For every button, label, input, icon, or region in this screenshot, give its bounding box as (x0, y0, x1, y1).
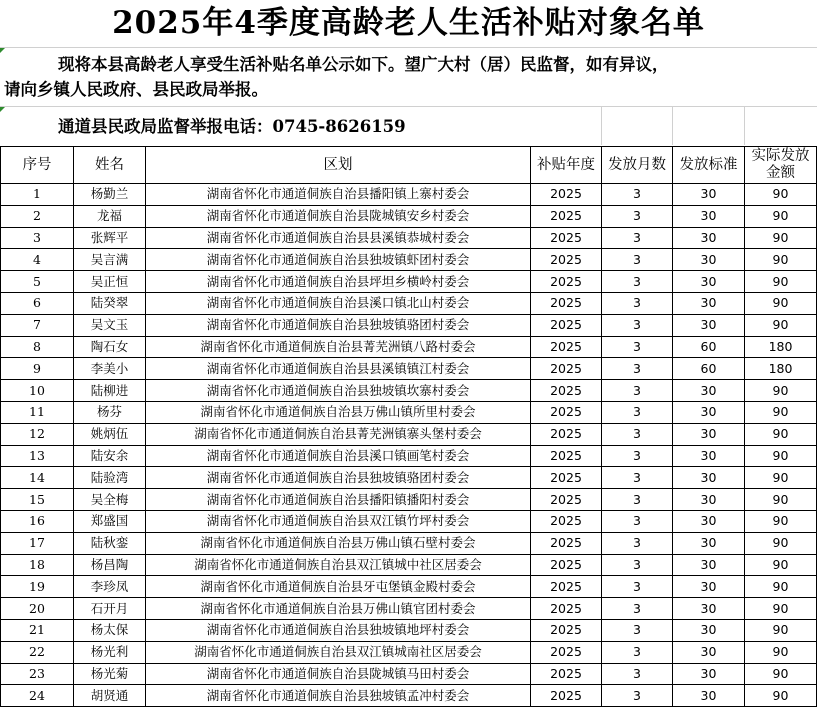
cell-standard: 30 (673, 445, 745, 467)
cell-region: 湖南省怀化市通道侗族自治县独坡镇骆团村委会 (146, 314, 531, 336)
header-no: 序号 (1, 147, 74, 184)
cell-amount: 90 (745, 576, 817, 598)
table-row (1, 554, 817, 576)
cell-year: 2025 (531, 292, 602, 314)
cell-no: 9 (1, 358, 74, 380)
cell-year: 2025 (531, 380, 602, 402)
cell-name: 李美小 (74, 358, 146, 380)
cell-no: 18 (1, 554, 74, 576)
cell-standard: 30 (673, 227, 745, 249)
cell-amount: 90 (745, 205, 817, 227)
cell-year: 2025 (531, 598, 602, 620)
cell-months: 3 (602, 685, 673, 707)
cell-year: 2025 (531, 663, 602, 685)
cell-name: 陆柳进 (74, 380, 146, 402)
cell-no: 12 (1, 423, 74, 445)
cell-amount: 90 (745, 489, 817, 511)
cell-no: 15 (1, 489, 74, 511)
cell-comment-marker (0, 107, 5, 112)
cell-name: 杨勤兰 (74, 184, 146, 206)
cell-amount: 90 (745, 184, 817, 206)
cell-standard: 30 (673, 576, 745, 598)
cell-name: 张辉平 (74, 227, 146, 249)
cell-region: 湖南省怀化市通道侗族自治县双江镇城中社区居委会 (146, 554, 531, 576)
cell-region: 湖南省怀化市通道侗族自治县独坡镇孟冲村委会 (146, 685, 531, 707)
grid-divider (0, 106, 817, 107)
cell-months: 3 (602, 249, 673, 271)
cell-region: 湖南省怀化市通道侗族自治县万佛山镇所里村委会 (146, 401, 531, 423)
grid-divider (0, 47, 817, 48)
cell-region: 湖南省怀化市通道侗族自治县坪坦乡横岭村委会 (146, 271, 531, 293)
cell-amount: 90 (745, 380, 817, 402)
cell-year: 2025 (531, 554, 602, 576)
cell-no: 7 (1, 314, 74, 336)
cell-no: 5 (1, 271, 74, 293)
cell-months: 3 (602, 336, 673, 358)
table-row (1, 467, 817, 489)
cell-name: 吴全梅 (74, 489, 146, 511)
cell-region: 湖南省怀化市通道侗族自治县牙屯堡镇金殿村委会 (146, 576, 531, 598)
cell-amount: 90 (745, 467, 817, 489)
notice-line-2: 请向乡镇人民政府、县民政局举报。 (4, 80, 268, 99)
cell-year: 2025 (531, 358, 602, 380)
cell-region: 湖南省怀化市通道侗族自治县县溪镇恭城村委会 (146, 227, 531, 249)
cell-name: 姚炳伍 (74, 423, 146, 445)
cell-no: 6 (1, 292, 74, 314)
cell-year: 2025 (531, 445, 602, 467)
table-row (1, 641, 817, 663)
cell-amount: 90 (745, 663, 817, 685)
cell-year: 2025 (531, 423, 602, 445)
cell-year: 2025 (531, 271, 602, 293)
table-row (1, 576, 817, 598)
header-months: 发放月数 (602, 147, 673, 184)
cell-region: 湖南省怀化市通道侗族自治县播阳镇上寨村委会 (146, 184, 531, 206)
table-row (1, 489, 817, 511)
cell-months: 3 (602, 576, 673, 598)
cell-amount: 180 (745, 336, 817, 358)
cell-year: 2025 (531, 641, 602, 663)
subsidy-recipients-table (0, 146, 817, 707)
cell-year: 2025 (531, 227, 602, 249)
page-title: 2025年4季度高龄老人生活补贴对象名单 (112, 5, 705, 41)
cell-amount: 90 (745, 532, 817, 554)
cell-amount: 90 (745, 685, 817, 707)
notice-text (4, 52, 814, 102)
cell-name: 吴言满 (74, 249, 146, 271)
table-row (1, 685, 817, 707)
cell-standard: 30 (673, 314, 745, 336)
header-name: 姓名 (74, 147, 146, 184)
table-row (1, 249, 817, 271)
cell-year: 2025 (531, 489, 602, 511)
grid-divider (744, 107, 745, 145)
cell-year: 2025 (531, 619, 602, 641)
cell-standard: 60 (673, 358, 745, 380)
table-row (1, 292, 817, 314)
cell-months: 3 (602, 205, 673, 227)
cell-region: 湖南省怀化市通道侗族自治县独坡镇虾团村委会 (146, 249, 531, 271)
cell-region: 湖南省怀化市通道侗族自治县县溪镇镇江村委会 (146, 358, 531, 380)
cell-no: 4 (1, 249, 74, 271)
cell-months: 3 (602, 184, 673, 206)
cell-standard: 30 (673, 663, 745, 685)
cell-standard: 30 (673, 510, 745, 532)
cell-no: 13 (1, 445, 74, 467)
cell-year: 2025 (531, 336, 602, 358)
cell-name: 杨昌陶 (74, 554, 146, 576)
cell-name: 陆秋銮 (74, 532, 146, 554)
cell-no: 19 (1, 576, 74, 598)
cell-months: 3 (602, 271, 673, 293)
cell-amount: 90 (745, 249, 817, 271)
cell-standard: 30 (673, 205, 745, 227)
table-row (1, 532, 817, 554)
cell-standard: 30 (673, 554, 745, 576)
cell-months: 3 (602, 489, 673, 511)
cell-year: 2025 (531, 314, 602, 336)
cell-no: 22 (1, 641, 74, 663)
cell-year: 2025 (531, 685, 602, 707)
cell-region: 湖南省怀化市通道侗族自治县双江镇竹坪村委会 (146, 510, 531, 532)
notice-line-1: 现将本县高龄老人享受生活补贴名单公示如下。望广大村（居）民监督，如有异议， (58, 55, 669, 74)
cell-year: 2025 (531, 467, 602, 489)
table-row (1, 271, 817, 293)
cell-standard: 30 (673, 489, 745, 511)
cell-standard: 30 (673, 249, 745, 271)
cell-region: 湖南省怀化市通道侗族自治县菁芜洲镇寨头堡村委会 (146, 423, 531, 445)
cell-standard: 30 (673, 685, 745, 707)
cell-months: 3 (602, 641, 673, 663)
cell-name: 陆癸翠 (74, 292, 146, 314)
cell-amount: 90 (745, 271, 817, 293)
cell-amount: 90 (745, 423, 817, 445)
cell-no: 10 (1, 380, 74, 402)
grid-divider (672, 107, 673, 145)
cell-name: 杨光利 (74, 641, 146, 663)
cell-standard: 30 (673, 598, 745, 620)
cell-standard: 60 (673, 336, 745, 358)
cell-standard: 30 (673, 423, 745, 445)
cell-no: 16 (1, 510, 74, 532)
cell-months: 3 (602, 467, 673, 489)
cell-months: 3 (602, 314, 673, 336)
table-row (1, 314, 817, 336)
cell-name: 胡贤通 (74, 685, 146, 707)
cell-amount: 90 (745, 401, 817, 423)
cell-region: 湖南省怀化市通道侗族自治县独坡镇坎寨村委会 (146, 380, 531, 402)
cell-months: 3 (602, 554, 673, 576)
table-row (1, 336, 817, 358)
cell-year: 2025 (531, 532, 602, 554)
cell-months: 3 (602, 227, 673, 249)
cell-months: 3 (602, 598, 673, 620)
table-row (1, 423, 817, 445)
cell-region: 湖南省怀化市通道侗族自治县万佛山镇官团村委会 (146, 598, 531, 620)
cell-amount: 180 (745, 358, 817, 380)
table-row (1, 205, 817, 227)
cell-no: 24 (1, 685, 74, 707)
table-header-row (1, 147, 817, 184)
cell-region: 湖南省怀化市通道侗族自治县万佛山镇石壁村委会 (146, 532, 531, 554)
cell-name: 郑盛国 (74, 510, 146, 532)
header-standard: 发放标准 (673, 147, 745, 184)
cell-amount: 90 (745, 510, 817, 532)
table-row (1, 663, 817, 685)
cell-region: 湖南省怀化市通道侗族自治县陇城镇安乡村委会 (146, 205, 531, 227)
table-row (1, 227, 817, 249)
cell-region: 湖南省怀化市通道侗族自治县播阳镇播阳村委会 (146, 489, 531, 511)
cell-year: 2025 (531, 249, 602, 271)
cell-standard: 30 (673, 641, 745, 663)
cell-amount: 90 (745, 554, 817, 576)
cell-name: 陆安余 (74, 445, 146, 467)
cell-name: 吴正恒 (74, 271, 146, 293)
cell-name: 陶石女 (74, 336, 146, 358)
cell-year: 2025 (531, 576, 602, 598)
cell-no: 21 (1, 619, 74, 641)
cell-year: 2025 (531, 205, 602, 227)
cell-months: 3 (602, 423, 673, 445)
cell-year: 2025 (531, 401, 602, 423)
cell-region: 湖南省怀化市通道侗族自治县菁芜洲镇八路村委会 (146, 336, 531, 358)
cell-amount: 90 (745, 598, 817, 620)
table-row (1, 619, 817, 641)
cell-months: 3 (602, 619, 673, 641)
cell-standard: 30 (673, 619, 745, 641)
cell-standard: 30 (673, 271, 745, 293)
cell-months: 3 (602, 532, 673, 554)
cell-amount: 90 (745, 292, 817, 314)
cell-months: 3 (602, 663, 673, 685)
header-amount: 实际发放金额 (745, 147, 817, 184)
cell-name: 杨太保 (74, 619, 146, 641)
cell-region: 湖南省怀化市通道侗族自治县独坡镇地坪村委会 (146, 619, 531, 641)
cell-region: 湖南省怀化市通道侗族自治县陇城镇马田村委会 (146, 663, 531, 685)
cell-standard: 30 (673, 184, 745, 206)
cell-no: 20 (1, 598, 74, 620)
cell-name: 龙福 (74, 205, 146, 227)
cell-months: 3 (602, 445, 673, 467)
cell-region: 湖南省怀化市通道侗族自治县独坡镇骆团村委会 (146, 467, 531, 489)
cell-no: 17 (1, 532, 74, 554)
cell-region: 湖南省怀化市通道侗族自治县溪口镇画笔村委会 (146, 445, 531, 467)
cell-months: 3 (602, 292, 673, 314)
table-row (1, 401, 817, 423)
table-row (1, 445, 817, 467)
table-row (1, 598, 817, 620)
cell-name: 李珍凤 (74, 576, 146, 598)
cell-region: 湖南省怀化市通道侗族自治县溪口镇北山村委会 (146, 292, 531, 314)
cell-name: 陆验湾 (74, 467, 146, 489)
cell-months: 3 (602, 358, 673, 380)
table-row (1, 380, 817, 402)
hotline-text: 通道县民政局监督举报电话：0745-8626159 (58, 117, 406, 136)
table-row (1, 358, 817, 380)
cell-name: 杨光菊 (74, 663, 146, 685)
cell-no: 2 (1, 205, 74, 227)
table-row (1, 184, 817, 206)
table-row (1, 510, 817, 532)
cell-name: 杨芬 (74, 401, 146, 423)
header-region: 区划 (146, 147, 531, 184)
cell-amount: 90 (745, 314, 817, 336)
header-year: 补贴年度 (531, 147, 602, 184)
cell-no: 23 (1, 663, 74, 685)
cell-no: 1 (1, 184, 74, 206)
cell-standard: 30 (673, 401, 745, 423)
cell-region: 湖南省怀化市通道侗族自治县双江镇城南社区居委会 (146, 641, 531, 663)
cell-amount: 90 (745, 619, 817, 641)
cell-months: 3 (602, 380, 673, 402)
cell-no: 11 (1, 401, 74, 423)
cell-standard: 30 (673, 467, 745, 489)
cell-amount: 90 (745, 445, 817, 467)
cell-amount: 90 (745, 227, 817, 249)
cell-standard: 30 (673, 532, 745, 554)
cell-year: 2025 (531, 510, 602, 532)
cell-no: 3 (1, 227, 74, 249)
cell-no: 8 (1, 336, 74, 358)
cell-name: 石开月 (74, 598, 146, 620)
cell-name: 吴文玉 (74, 314, 146, 336)
cell-amount: 90 (745, 641, 817, 663)
cell-no: 14 (1, 467, 74, 489)
grid-divider (601, 107, 602, 145)
cell-months: 3 (602, 401, 673, 423)
cell-months: 3 (602, 510, 673, 532)
cell-year: 2025 (531, 184, 602, 206)
cell-standard: 30 (673, 380, 745, 402)
cell-standard: 30 (673, 292, 745, 314)
